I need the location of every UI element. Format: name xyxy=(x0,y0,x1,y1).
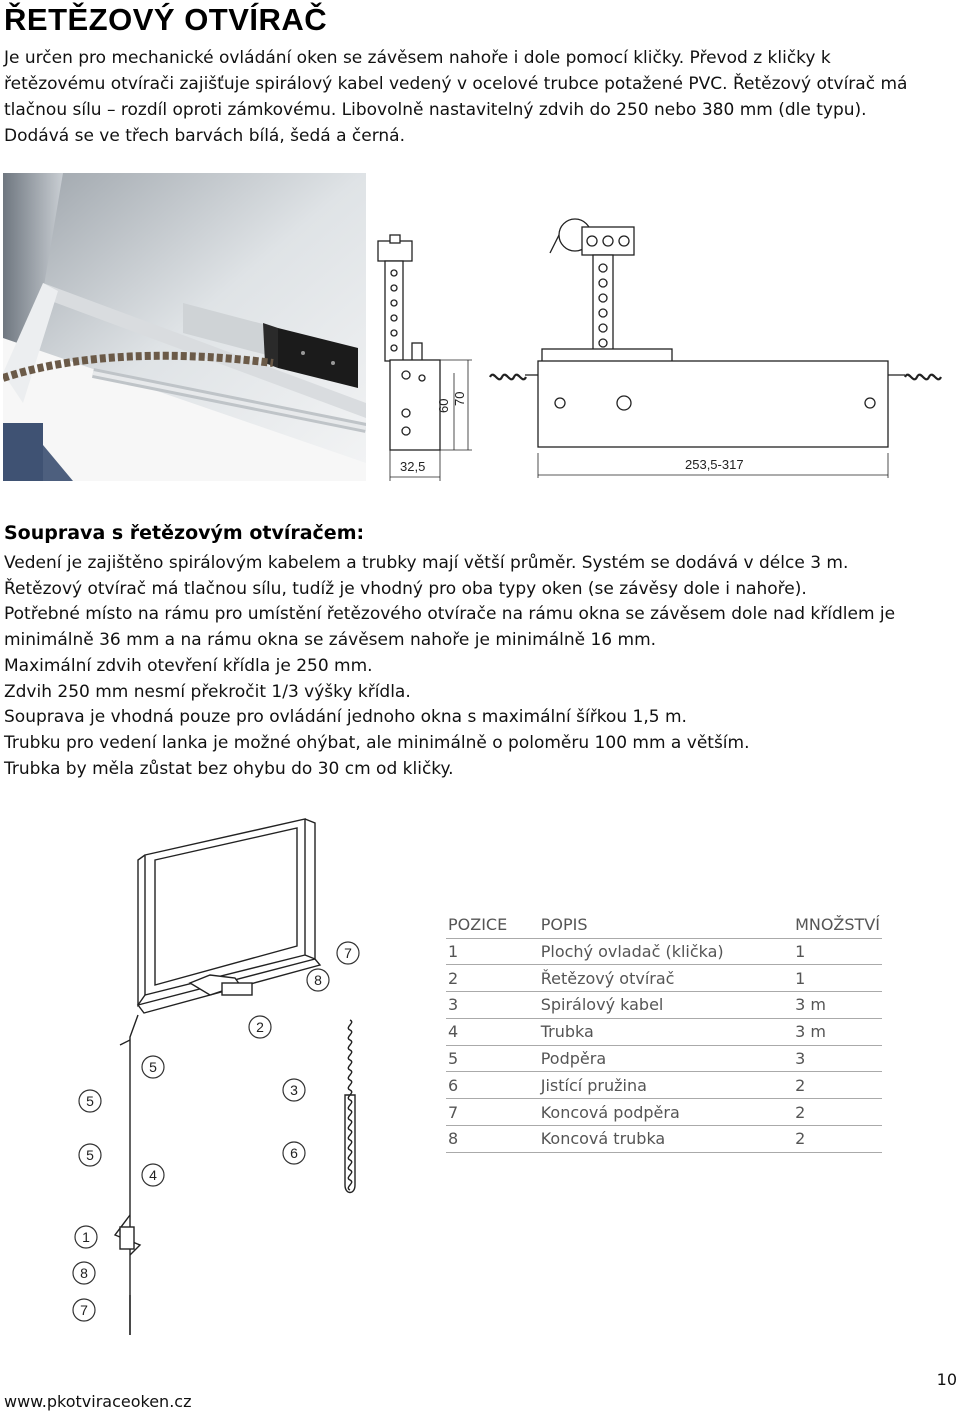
header-position: POZICE xyxy=(446,912,539,938)
intro-line: řetězovému otvírači zajišťuje spirálový kabel vedený v ocelové trubce potažené PVC. Řetězový otvírač má xyxy=(4,74,908,94)
header-description: POPIS xyxy=(539,912,793,938)
table-row xyxy=(446,1126,882,1153)
callout-3: 3 xyxy=(290,1082,298,1098)
kit-line: Potřebné místo na rámu pro umístění řetězového otvírače na rámu okna se závěsem dole nad křídlem je xyxy=(4,604,896,625)
callout-5: 5 xyxy=(86,1147,94,1163)
cell-description: Trubka xyxy=(539,1018,793,1045)
kit-line: Trubka by měla zůstat bez ohybu do 30 cm od kličky. xyxy=(4,758,454,779)
cell-position: 8 xyxy=(446,1126,539,1153)
opener-side-drawing xyxy=(372,233,492,483)
table-row xyxy=(446,1018,882,1045)
dim-length: 253,5-317 xyxy=(685,457,744,472)
kit-line: minimálně 36 mm a na rámu okna se závěsem nahoře je minimálně 16 mm. xyxy=(4,630,657,651)
callout-2: 2 xyxy=(256,1019,264,1035)
intro-line: Dodává se ve třech barvách bílá, šedá a černá. xyxy=(4,126,405,146)
cell-description: Plochý ovladač (klička) xyxy=(539,938,793,965)
opener-front-drawing xyxy=(480,213,955,483)
cell-quantity: 1 xyxy=(793,965,882,992)
kit-line: Maximální zdvih otevření křídla je 250 mm. xyxy=(4,655,373,676)
cell-quantity: 3 m xyxy=(793,1018,882,1045)
cell-description: Řetězový otvírač xyxy=(539,965,793,992)
cell-quantity: 1 xyxy=(793,938,882,965)
product-photo xyxy=(3,173,366,481)
callout-4: 4 xyxy=(149,1167,157,1183)
table-header-row xyxy=(446,912,882,938)
intro-line: tlačnou sílu – rozdíl oproti zámkovému. Libovolně nastavitelný zdvih do 250 nebo 380 mm (dle typu). xyxy=(4,100,867,120)
page-number: 10 xyxy=(936,1370,957,1389)
kit-heading: Souprava s řetězovým otvíračem: xyxy=(4,522,365,544)
kit-line: Trubku pro vedení lanka je možné ohýbat, ale minimálně o poloměru 100 mm a větším. xyxy=(4,732,750,753)
parts-table xyxy=(446,912,882,1153)
kit-line: Vedení je zajištěno spirálovým kabelem a trubky mají větší průměr. Systém se dodává v délce 3 m. xyxy=(4,553,849,573)
kit-description xyxy=(4,551,954,782)
callout-8: 8 xyxy=(80,1265,88,1281)
dim-height-70: 70 xyxy=(452,391,467,406)
header-quantity: MNOŽSTVÍ xyxy=(793,912,882,938)
cell-position: 6 xyxy=(446,1072,539,1099)
callout-5: 5 xyxy=(149,1059,157,1075)
website-link[interactable]: www.pkotviraceoken.cz xyxy=(4,1392,192,1411)
cell-position: 7 xyxy=(446,1099,539,1126)
dim-height-60: 60 xyxy=(436,398,451,413)
cell-position: 2 xyxy=(446,965,539,992)
cell-position: 5 xyxy=(446,1045,539,1072)
callout-8: 8 xyxy=(314,972,322,988)
cell-position: 3 xyxy=(446,992,539,1019)
cell-quantity: 2 xyxy=(793,1072,882,1099)
table-row xyxy=(446,992,882,1019)
page-title: ŘETĚZOVÝ OTVÍRAČ xyxy=(4,2,328,37)
intro-line: Je určen pro mechanické ovládání oken se závěsem nahoře i dole pomocí kličky. Převod z kličky k xyxy=(4,48,831,68)
cell-position: 4 xyxy=(446,1018,539,1045)
cell-description: Koncová trubka xyxy=(539,1126,793,1153)
callout-7: 7 xyxy=(344,945,352,961)
kit-line: Řetězový otvírač má tlačnou sílu, tudíž je vhodný pro oba typy oken (se závěsy dole i nahoře). xyxy=(4,578,807,599)
table-row xyxy=(446,965,882,992)
callout-1: 1 xyxy=(82,1229,90,1245)
cell-description: Jistící pružina xyxy=(539,1072,793,1099)
table-row xyxy=(446,938,882,965)
cell-description: Koncová podpěra xyxy=(539,1099,793,1126)
callout-6: 6 xyxy=(290,1145,298,1161)
window-assembly-diagram xyxy=(60,815,380,1335)
cell-position: 1 xyxy=(446,938,539,965)
cell-quantity: 3 m xyxy=(793,992,882,1019)
cell-description: Podpěra xyxy=(539,1045,793,1072)
dim-width-32-5: 32,5 xyxy=(400,459,426,474)
cell-quantity: 2 xyxy=(793,1126,882,1153)
cell-quantity: 3 xyxy=(793,1045,882,1072)
table-row xyxy=(446,1099,882,1126)
cell-description: Spirálový kabel xyxy=(539,992,793,1019)
kit-line: Souprava je vhodná pouze pro ovládání jednoho okna s maximální šířkou 1,5 m. xyxy=(4,707,687,728)
table-row xyxy=(446,1072,882,1099)
table-row xyxy=(446,1045,882,1072)
callout-7: 7 xyxy=(80,1302,88,1318)
callout-5: 5 xyxy=(86,1093,94,1109)
cell-quantity: 2 xyxy=(793,1099,882,1126)
kit-line: Zdvih 250 mm nesmí překročit 1/3 výšky křídla. xyxy=(4,681,411,702)
intro-paragraph xyxy=(4,45,957,149)
